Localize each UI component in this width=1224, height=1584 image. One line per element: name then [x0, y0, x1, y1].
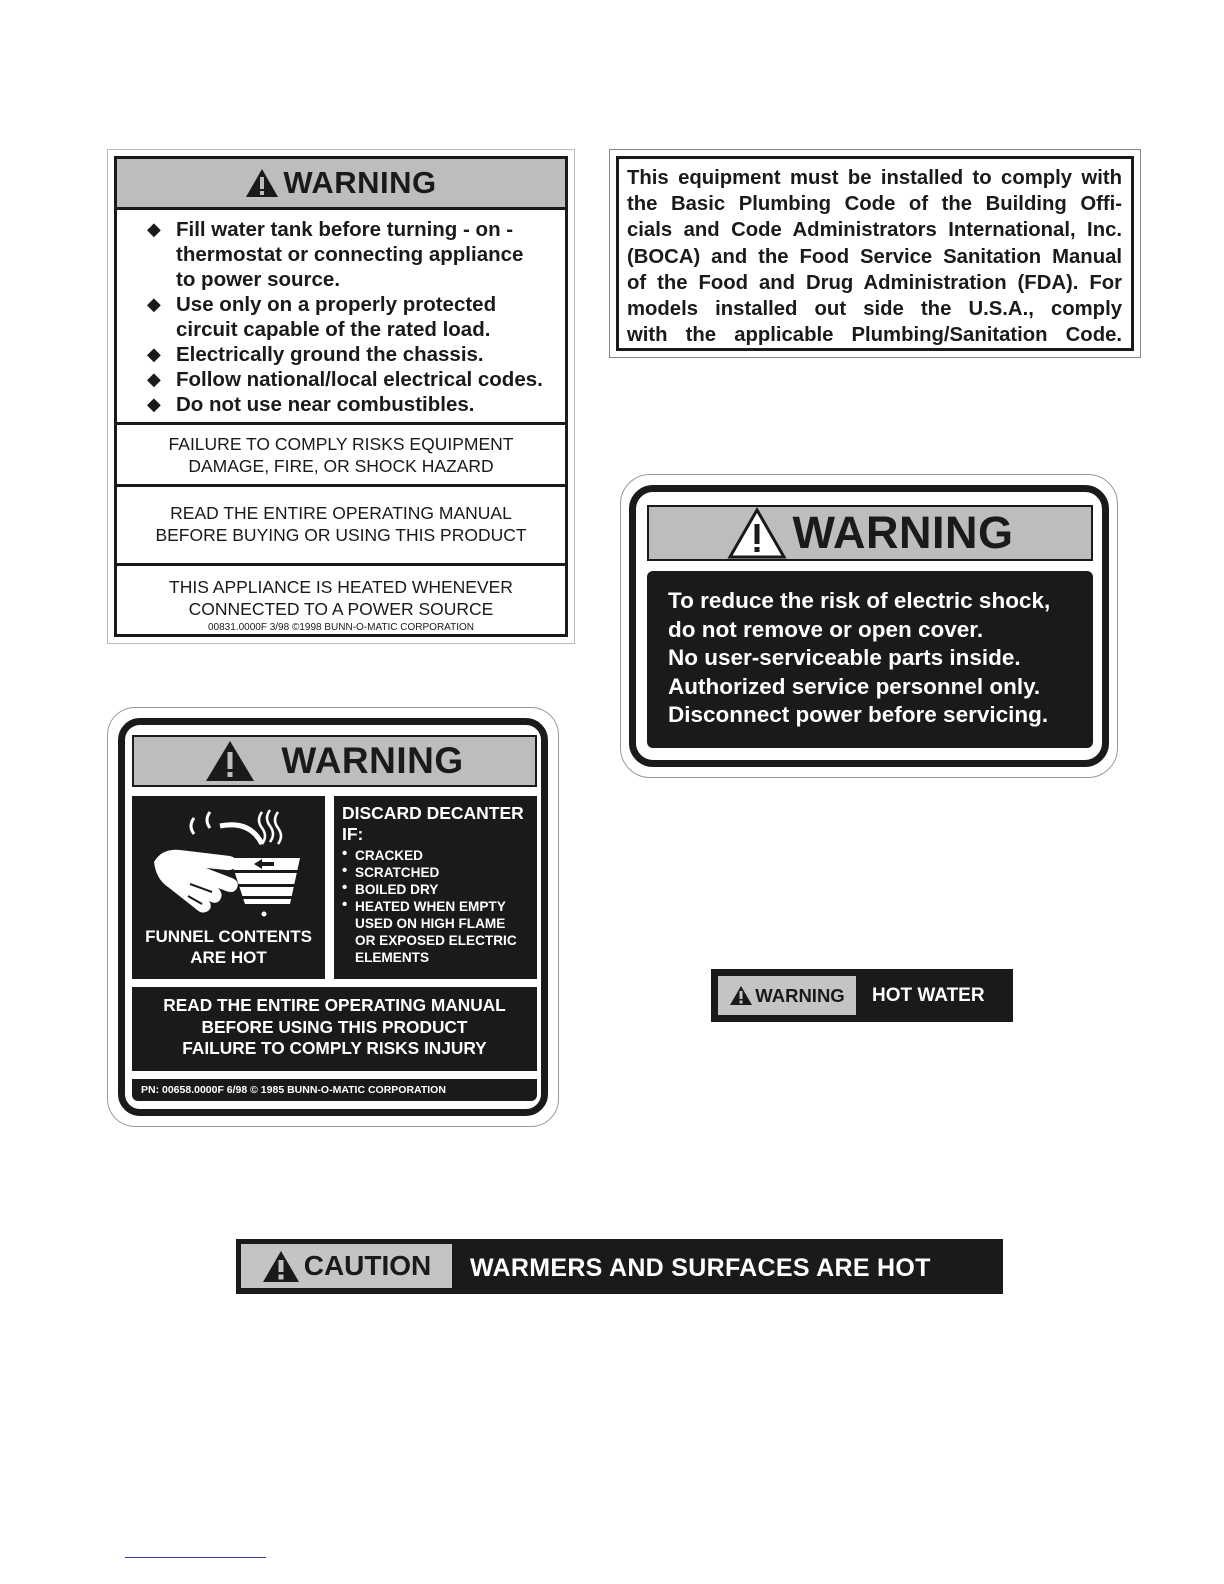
header-text: WARNING	[792, 507, 1014, 558]
diamond-bullet-icon: ◆	[147, 294, 161, 314]
list-item	[147, 392, 559, 417]
header-text: WARNING	[283, 165, 437, 200]
warning-triangle-icon	[727, 507, 787, 559]
discard-decanter-panel	[334, 796, 537, 979]
discard-title: DISCARD DECANTER	[342, 803, 524, 823]
list-item	[147, 217, 559, 292]
warning-triangle-icon	[205, 740, 255, 782]
warning-triangle-icon	[245, 168, 279, 198]
text-line: cials and Code Administrators International, Inc.	[627, 219, 1122, 242]
warning-triangle-icon	[729, 985, 753, 1006]
notice-read-manual	[117, 487, 565, 566]
bullet-line: Follow national/local electrical codes.	[176, 368, 543, 391]
plumbing-code-label	[609, 149, 1141, 358]
text-line: with the applicable Plumbing/Sanitation Code.	[627, 324, 1122, 347]
list-item	[147, 342, 559, 367]
list-item: OR EXPOSED ELECTRIC	[355, 933, 517, 948]
funnel-caption	[132, 926, 325, 968]
list-item	[147, 292, 559, 342]
notice-heated	[117, 566, 565, 634]
bullet-line: Electrically ground the chassis.	[176, 343, 484, 366]
label-frame	[616, 156, 1134, 351]
hot-water-label	[711, 969, 1013, 1022]
hot-funnel-hand-icon	[150, 804, 310, 922]
list-item: • CRACKED	[342, 847, 537, 864]
notice-line: FAILURE TO COMPLY RISKS EQUIPMENT	[168, 434, 514, 454]
bullet-line: Do not use near combustibles.	[176, 393, 475, 416]
text-line: (BOCA) and the Food Service Sanitation Manual	[627, 245, 1122, 268]
discard-title: IF:	[342, 824, 364, 844]
diamond-bullet-icon: ◆	[147, 344, 161, 364]
notice-line: CONNECTED TO A POWER SOURCE	[188, 599, 494, 619]
warning-label-fill-water	[107, 149, 575, 644]
text-line: No user-serviceable parts inside.	[668, 645, 1021, 671]
caution-label	[236, 1239, 1003, 1294]
list-item: USED ON HIGH FLAME	[355, 916, 506, 931]
bullet-list	[117, 210, 565, 425]
text-line: the Basic Plumbing Code of the Building Offi-	[627, 193, 1122, 216]
notice-risk	[117, 425, 565, 487]
bullet-line: Fill water tank before turning - on -	[176, 218, 514, 241]
text-line: models installed out side the U.S.A., comply	[627, 298, 1122, 321]
diamond-bullet-icon: ◆	[147, 369, 161, 389]
header-text: CAUTION	[303, 1250, 432, 1281]
read-manual-panel	[132, 987, 537, 1071]
discard-list	[342, 847, 537, 966]
text-line: Authorized service personnel only.	[668, 673, 1041, 699]
footnote-rule	[125, 1557, 266, 1558]
part-number: 00831.0000F 3/98 ©1998 BUNN-O-MATIC CORPORATION	[208, 622, 474, 633]
label-header	[718, 976, 856, 1015]
bullet-line: Use only on a properly protected	[176, 293, 497, 316]
text-line: To reduce the risk of electric shock,	[668, 588, 1051, 613]
header-text: WARNING	[755, 984, 845, 1006]
warning-label-funnel	[107, 707, 559, 1127]
caption-line: ARE HOT	[190, 948, 267, 967]
diamond-bullet-icon: ◆	[147, 219, 161, 239]
hot-funnel-panel	[132, 796, 325, 979]
list-item: • SCRATCHED	[342, 864, 537, 881]
notice-line: READ THE ENTIRE OPERATING MANUAL	[170, 503, 512, 523]
notice-line: THIS APPLIANCE IS HEATED WHENEVER	[169, 577, 513, 597]
diamond-bullet-icon: ◆	[147, 394, 161, 414]
part-number: PN: 00658.0000F 6/98 © 1985 BUNN-O-MATIC CORPORATION	[132, 1079, 537, 1101]
bullet-line: circuit capable of the rated load.	[176, 318, 491, 341]
header-text: WARNING	[281, 740, 464, 781]
list-item	[147, 367, 559, 392]
warning-label-electric-shock	[620, 474, 1118, 778]
label-header	[132, 735, 537, 787]
list-item: • HEATED WHEN EMPTY	[342, 898, 537, 915]
bullet-line: to power source.	[176, 268, 341, 291]
label-header	[647, 505, 1093, 561]
text-line: do not remove or open cover.	[668, 616, 984, 642]
label-header	[241, 1244, 452, 1288]
notice-line: BEFORE BUYING OR USING THIS PRODUCT	[155, 525, 527, 545]
warning-body	[647, 571, 1093, 748]
text-line: This equipment must be installed to comply with	[627, 167, 1122, 189]
text-line: READ THE ENTIRE OPERATING MANUAL	[163, 995, 506, 1015]
text-line: FAILURE TO COMPLY RISKS INJURY	[182, 1038, 487, 1058]
label-header	[117, 159, 565, 210]
list-item: ELEMENTS	[355, 950, 430, 965]
caption-line: FUNNEL CONTENTS	[145, 927, 312, 946]
label-text: HOT WATER	[872, 985, 985, 1006]
notice-line: DAMAGE, FIRE, OR SHOCK HAZARD	[188, 456, 494, 476]
label-frame	[114, 156, 568, 637]
warning-triangle-icon	[262, 1250, 300, 1283]
text-line: Disconnect power before servicing.	[668, 702, 1049, 728]
list-item: • BOILED DRY	[342, 881, 537, 898]
label-text: WARMERS AND SURFACES ARE HOT	[470, 1254, 931, 1282]
bullet-line: thermostat or connecting appliance	[176, 243, 524, 266]
text-line: BEFORE USING THIS PRODUCT	[201, 1016, 468, 1037]
text-line: of the Food and Drug Administration (FDA). For	[627, 271, 1122, 294]
